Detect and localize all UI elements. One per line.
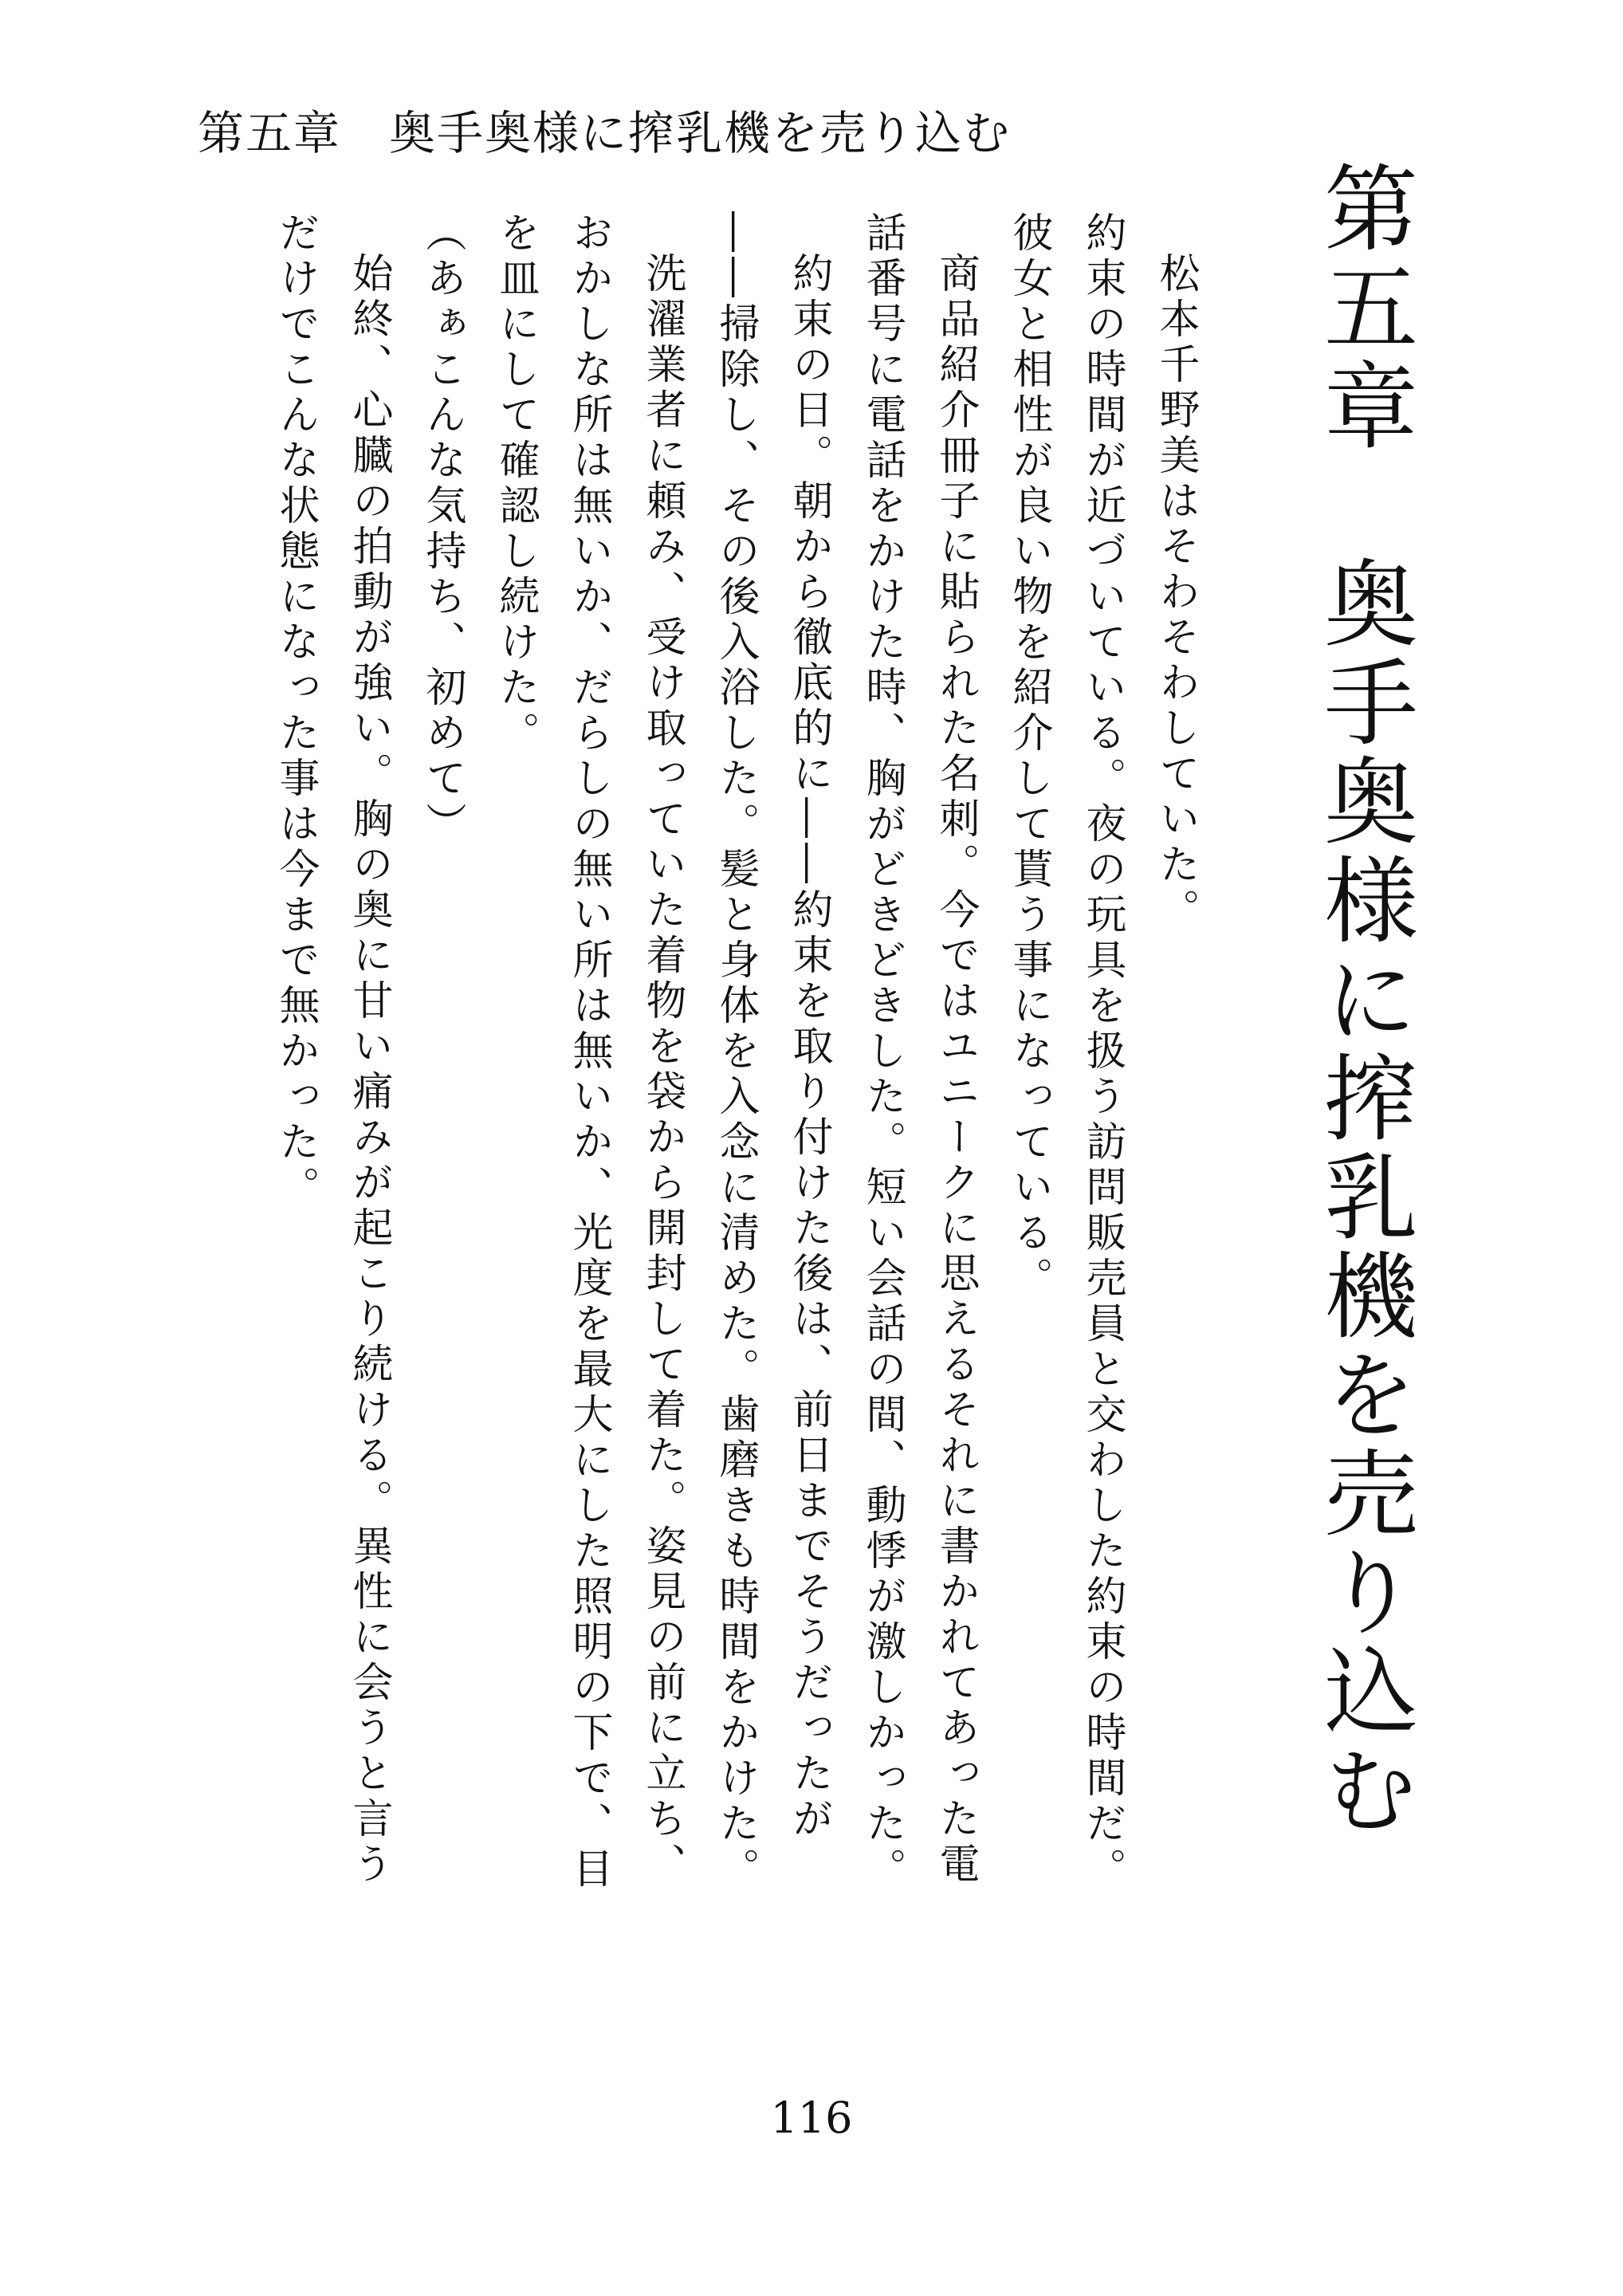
- paragraph: 約束の時間が近づいている。夜の玩具を扱う訪問販売員と交わした約束の時間だ。彼女と相性が良い物を紹介して貰う事になっている。: [1005, 211, 1126, 1893]
- paragraph: 約束の日。朝から徹底的に――約束を取り付けた後は、前日までそうだったが――掃除し、その後入浴した。髪と身体を入念に清めた。歯磨きも時間をかけた。: [712, 211, 832, 1893]
- paragraph: （あぁこんな気持ち、初めて）: [419, 211, 466, 847]
- paragraph: 松本千野美はそわそわしていた。: [1152, 252, 1199, 934]
- chapter-title: 第五章 奥手奥様に搾乳機を売り込む: [1308, 159, 1418, 1840]
- running-header: 第五章 奥手奥様に搾乳機を売り込む: [198, 106, 1012, 160]
- page-number: 116: [770, 2093, 853, 2143]
- paragraph: 商品紹介冊子に貼られた名刺。今ではユニークに思えるそれに書かれてあった電話番号に電話をかけた時、胸がどきどきした。短い会話の間、動悸が激しかった。: [859, 211, 979, 1893]
- body-text: [255, 211, 1212, 1901]
- paragraph: 洗濯業者に頼み、受け取っていた着物を袋から開封して着た。姿見の前に立ち、おかしな所は無いか、だらしの無い所は無いか、光度を最大にした照明の下で、目を皿にして確認し続けた。: [492, 211, 686, 1893]
- paragraph: 始終、心臓の拍動が強い。胸の奥に甘い痛みが起こり続ける。異性に会うと言うだけでこんな状態になった事は今まで無かった。: [272, 211, 392, 1888]
